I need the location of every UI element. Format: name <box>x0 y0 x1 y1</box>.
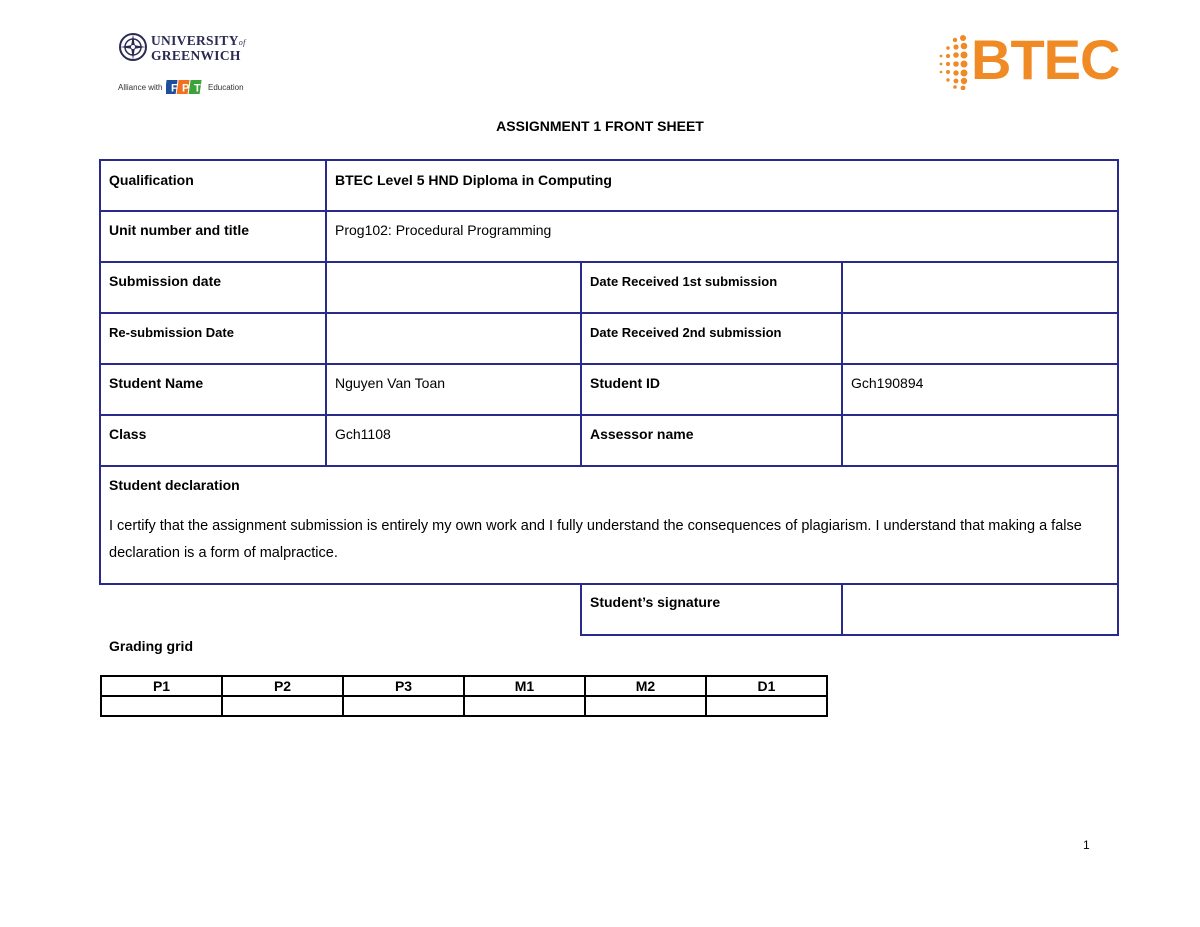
row-divider <box>99 363 1119 365</box>
student-id-value: Gch190894 <box>851 375 924 391</box>
column-divider <box>325 159 327 467</box>
grading-grid-title: Grading grid <box>109 638 193 654</box>
row-divider <box>99 414 1119 416</box>
btec-dots-icon <box>935 34 969 90</box>
grade-cell-m2 <box>585 696 706 716</box>
alliance-line: Alliance with F P T Education <box>118 77 258 97</box>
grade-header-m2: M2 <box>585 676 706 696</box>
grade-header-d1: D1 <box>706 676 827 696</box>
declaration-heading: Student declaration <box>109 477 240 493</box>
svg-text:T: T <box>194 82 201 95</box>
student-name-label: Student Name <box>109 375 204 391</box>
student-id-label: Student ID <box>590 375 660 391</box>
resubmission-date-label: Re-submission Date <box>109 325 234 340</box>
column-divider <box>580 261 582 467</box>
grade-header-m1: M1 <box>464 676 585 696</box>
column-divider <box>841 261 843 467</box>
grading-header-row <box>101 676 827 696</box>
column-divider <box>841 583 843 636</box>
compass-crest-icon <box>118 32 148 62</box>
btec-wordmark: BTEC <box>971 28 1120 91</box>
university-of-greenwich-logo <box>118 32 258 94</box>
submission-date-label: Submission date <box>109 273 222 289</box>
class-value: Gch1108 <box>335 426 391 442</box>
unit-value: Prog102: Procedural Programming <box>335 222 552 238</box>
page-number: 1 <box>1083 838 1090 852</box>
student-name-value: Nguyen Van Toan <box>335 375 446 391</box>
grade-cell-d1 <box>706 696 827 716</box>
row-divider <box>99 312 1119 314</box>
row-divider <box>99 210 1119 212</box>
row-divider <box>99 465 1119 467</box>
grading-value-row <box>101 696 827 716</box>
qualification-value: BTEC Level 5 HND Diploma in Computing <box>335 172 612 188</box>
date-received-1-label: Date Received 1st submission <box>590 274 778 289</box>
class-label: Class <box>109 426 147 442</box>
university-name: UNIVERSITYof GREENWICH <box>151 33 246 63</box>
btec-logo <box>935 28 1120 91</box>
grade-cell-p1 <box>101 696 222 716</box>
grade-cell-p2 <box>222 696 343 716</box>
unit-label: Unit number and title <box>109 222 249 238</box>
grade-header-p3: P3 <box>343 676 464 696</box>
grade-header-p1: P1 <box>101 676 222 696</box>
grade-cell-m1 <box>464 696 585 716</box>
declaration-text: I certify that the assignment submission is entirely my own work and I fully understand the consequences of plagiarism. I understand that making a false declaration is a form of malpractice. <box>109 518 1082 561</box>
date-received-2-label: Date Received 2nd submission <box>590 325 782 340</box>
fpt-logo-icon <box>166 77 204 96</box>
row-divider <box>99 261 1119 263</box>
svg-text:F: F <box>171 82 178 95</box>
grading-grid <box>100 675 828 717</box>
assessor-name-label: Assessor name <box>590 426 694 442</box>
svg-text:P: P <box>182 82 190 95</box>
qualification-label: Qualification <box>109 172 194 188</box>
page-title: ASSIGNMENT 1 FRONT SHEET <box>496 118 704 134</box>
grade-header-p2: P2 <box>222 676 343 696</box>
signature-label: Student’s signature <box>590 594 721 610</box>
grade-cell-p3 <box>343 696 464 716</box>
